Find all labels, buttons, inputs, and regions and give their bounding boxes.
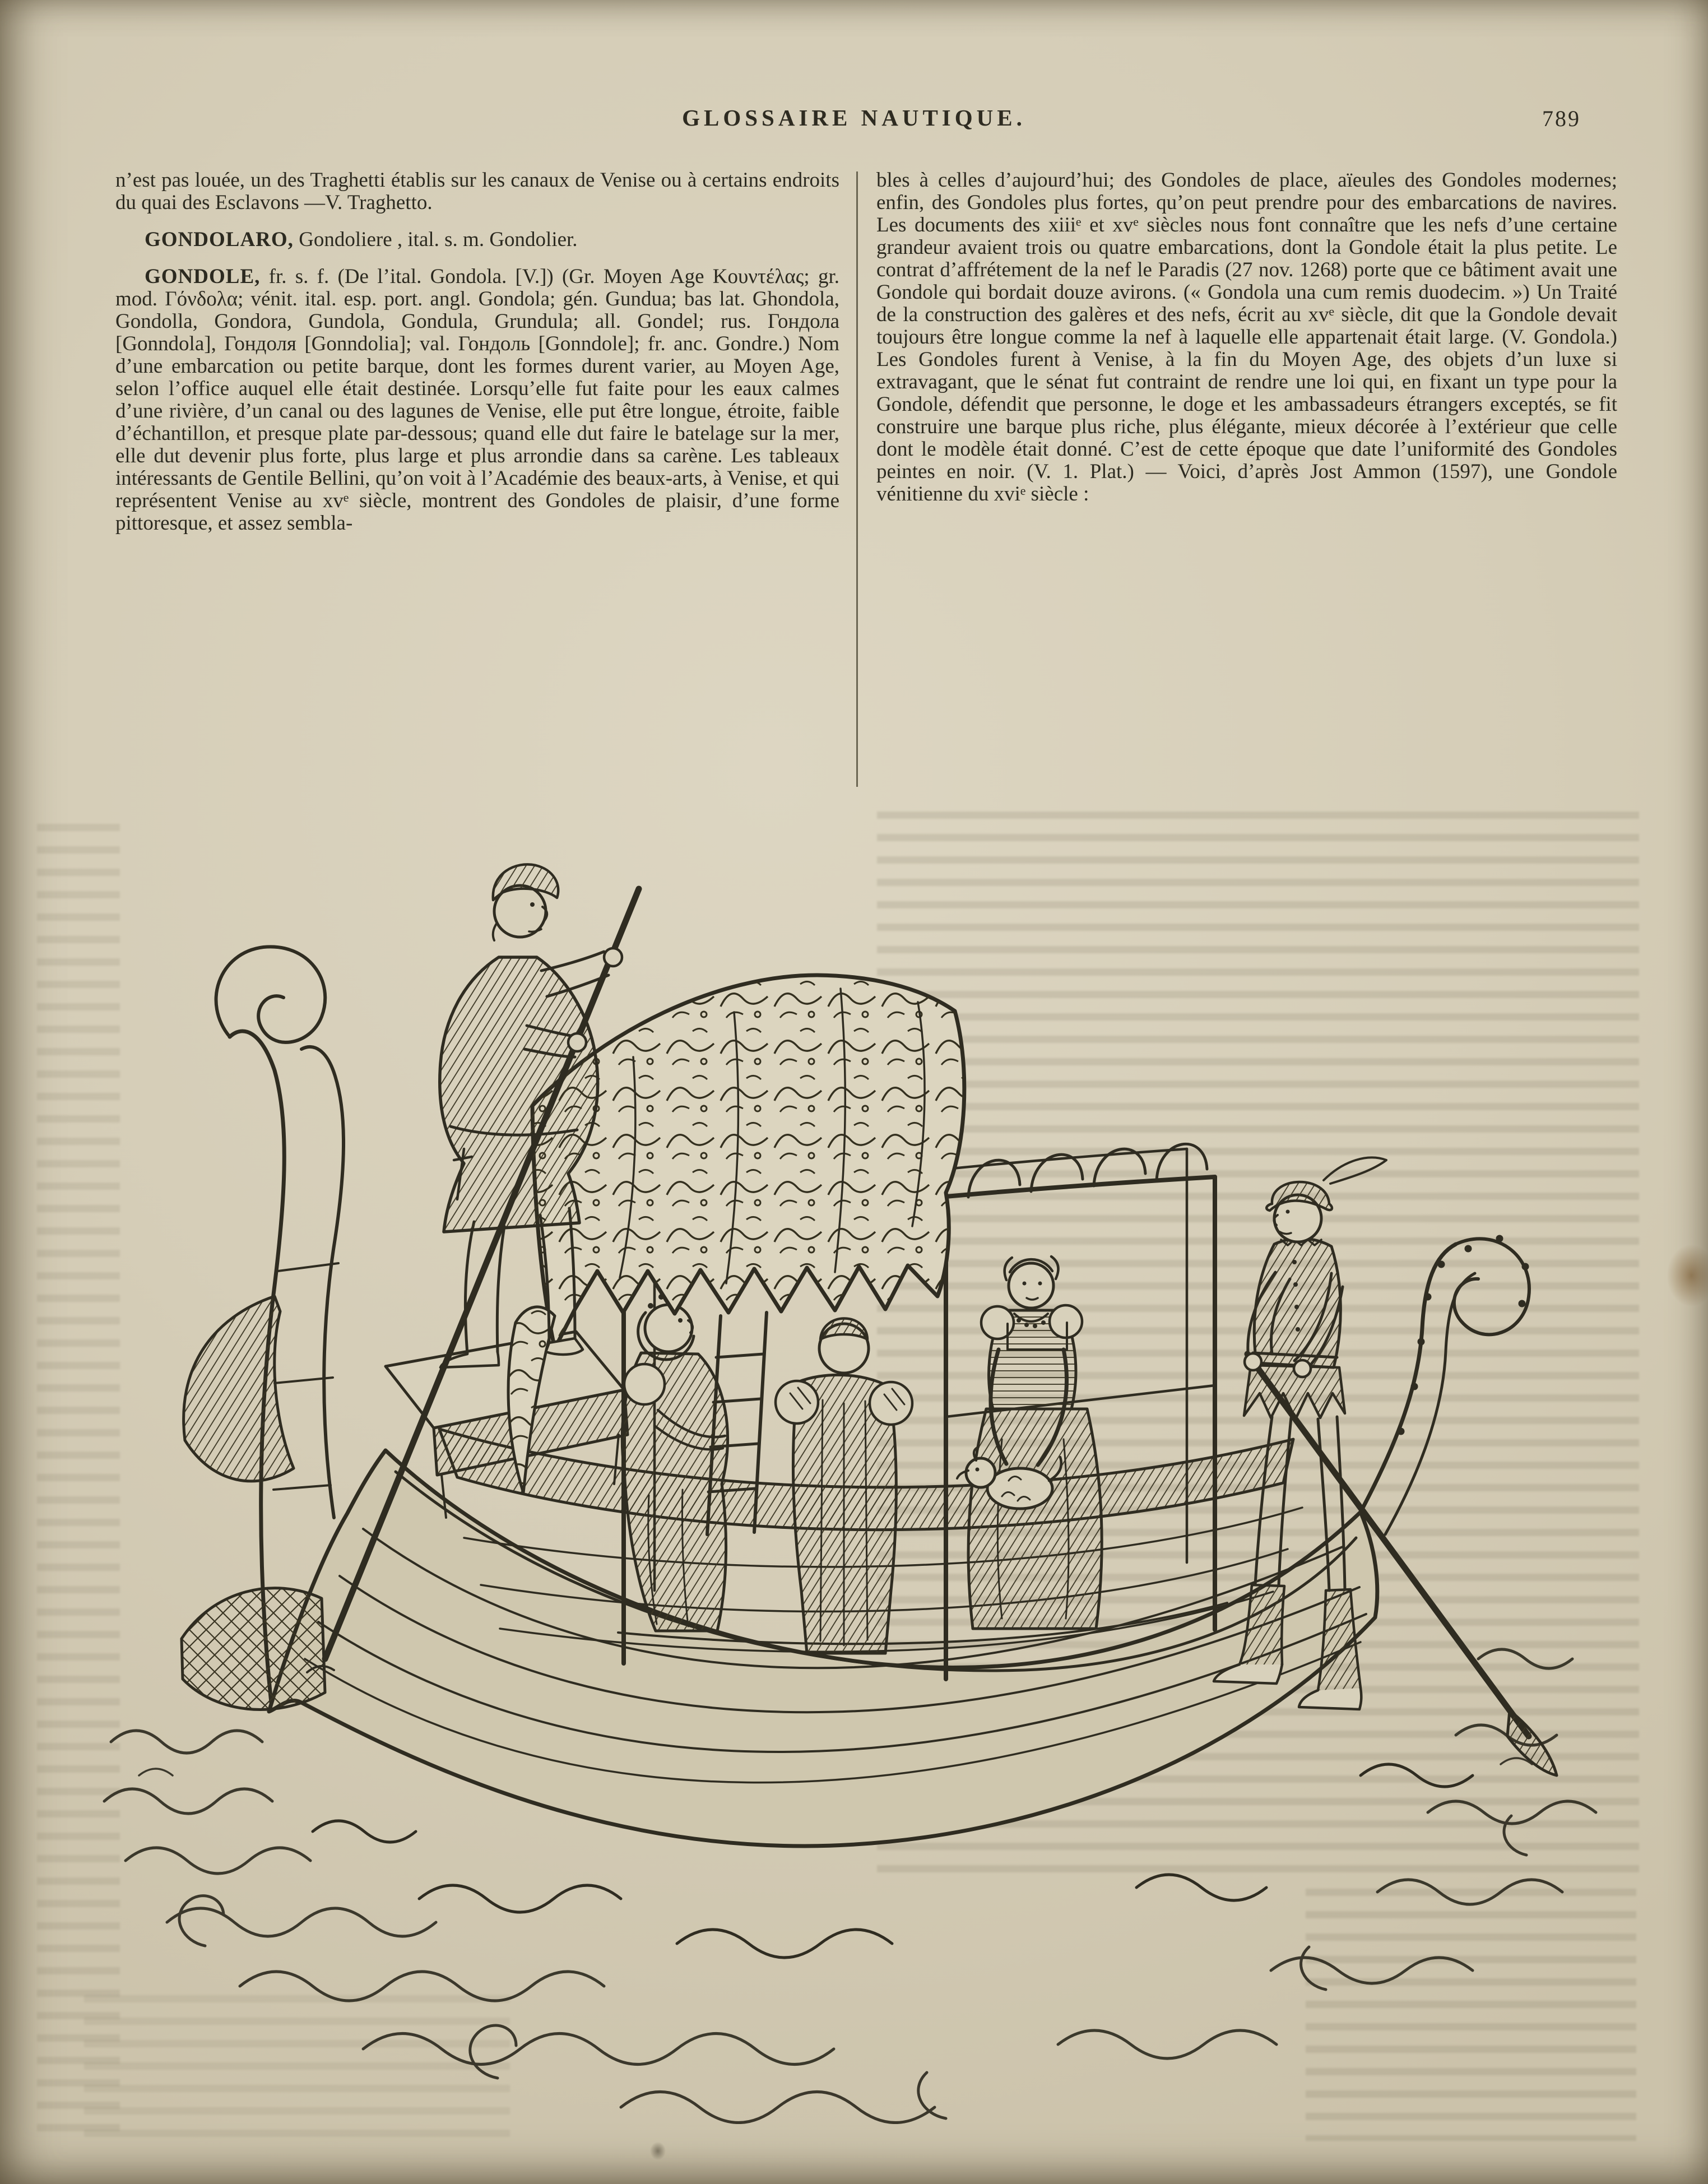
entry-gondolaro-body: Gondoliere , ital. s. m. Gondolier. [293, 228, 578, 251]
passenger-left-woman [622, 1292, 727, 1631]
page-number: 789 [1542, 106, 1581, 131]
column-divider-rule [856, 171, 858, 787]
entry-gondolaro-term: GONDOLARO, [145, 228, 294, 251]
paragraph-gondole-continuation: bles à celles d’aujourd’hui; des Gondoles de place, aïeules des Gondoles modernes; enfin, des Gondoles plus fortes, qu’on peut prendre pour des embarcations de navires. Les documents des xiiiᵉ et xvᵉ siècles nous font connaître que les nefs d’une certaine grandeur avaient trois ou quatre embarcations, dont la Gondole était la plus petite. Le contrat d’affrétement de la nef le Paradis (27 nov. 1268) porte que ce bâtiment avait une Gondole qui bordait douze avirons. (« Gondola una cum remis duodecim. ») Un Traité de la construction des galères et des nefs, écrit au xvᵉ siècle, dit que la Gondole devait toujours être longue comme la nef à laquelle elle appartenait était large. (V. Gondola.) Les Gondoles furent à Venise, à la fin du Moyen Age, des objets d’un luxe si extravagant, que le sénat fut contraint de rendre une loi qui, en fixant un type pour la Gondole, défendit que personne, le doge et les ambassadeurs étrangers exceptés, se fit construire une barque plus riche, plus élégante, mieux décorée à l’extérieur que celle dont le modèle était donné. C’est de cette époque que date l’uniformité des Gondoles peintes en noir. (V. 1. Plat.) — Voici, d’après Jost Ammon (1597), une Gondole vénitienne du xviᵉ siècle : [876, 169, 1617, 506]
margin-ink-stain [1667, 1244, 1708, 1307]
entry-gondolaro [115, 229, 839, 251]
left-text-column [115, 169, 839, 535]
entry-gondole [115, 266, 839, 535]
passenger-center-figure [776, 1319, 912, 1654]
right-text-column [876, 169, 1617, 506]
entry-gondole-term: GONDOLE, [145, 265, 261, 288]
entry-gondole-body: fr. s. f. (De l’ital. Gondola. [V.]) (Gr. Moyen Age Κουντέλας; gr. mod. Γόνδολα; vénit. ital. esp. port. angl. Gondola; gén. Gundua; bas lat. Ghondola, Gondolla, Gondora, Gundola, Gondula, Grundula; all. Gondel; rus. Гондола [Gonndola], Гондоля [Gonndolia]; val. Гондоль [Gonndole]; fr. anc. Gondre.) Nom d’une embarcation ou petite barque, dont les formes durent varier, au Moyen Age, selon l’office auquel elle était destinée. Lorsqu’elle fut faite pour les eaux calmes d’une rivière, d’un canal ou des lagunes de Venise, elle put être longue, étroite, faible d’échantillon, et presque plate par-dessous; quand elle dut faire le batelage sur la mer, elle dut devenir plus forte, plus large et plus arrondie dans sa carène. Les tableaux intéressants de Gentile Bellini, qu’on voit à l’Académie des beaux-arts, à Venise, et qui représentent Venise au xvᵉ siècle, montrent des Gondoles de plaisir, d’une forme pittoresque, et assez sembla- [115, 265, 839, 535]
passenger-right-woman [968, 1256, 1102, 1629]
gondola-woodcut-illustration [72, 789, 1636, 2158]
running-head-title: GLOSSAIRE NAUTIQUE. [682, 105, 1026, 131]
paragraph-traghetto-continuation: n’est pas louée, un des Traghetti établis sur les canaux de Venise ou à certains endroits du quai des Esclavons —V. Traghetto. [115, 169, 839, 214]
